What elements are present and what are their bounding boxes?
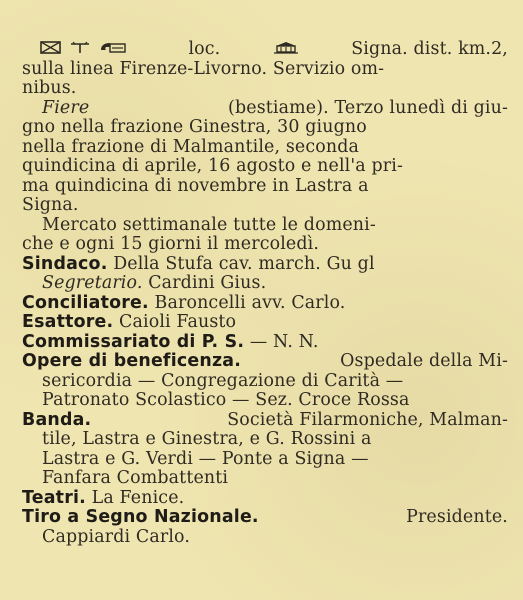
- banda-line-3: Lastra e G. Verdi — Ponte a Signa —: [42, 448, 369, 469]
- directory-entry: [22, 40, 508, 547]
- telegraph-icon: [70, 41, 90, 54]
- opere-label: Opere di beneficenza.: [22, 351, 242, 371]
- fiere-line-2: gno nella frazione Ginestra, 30 giugno: [22, 117, 367, 137]
- commissariato-label: Commissariato di P. S.: [22, 331, 245, 352]
- teatri-value: La Fenice.: [91, 487, 185, 508]
- banda-line-1: [22, 411, 508, 431]
- mercato-line-1: Mercato settimanale tutte le domeni-: [42, 214, 376, 235]
- commissariato-value: — N. N.: [249, 331, 319, 352]
- segretario-label: Segretario.: [42, 273, 143, 293]
- teatri-line: [22, 489, 508, 509]
- teatri-label: Teatri.: [22, 487, 86, 508]
- envelope-icon: [40, 41, 61, 54]
- commissariato-line: [22, 333, 508, 353]
- fiere-line-3: nella frazione di Malmantile, seconda: [22, 136, 359, 157]
- opere-line-1: [22, 352, 508, 372]
- mercato-line-2: che e ogni 15 giorni il mercoledì.: [22, 234, 320, 254]
- fiere-text: (bestiame). Terzo lunedì di giu-: [228, 97, 508, 118]
- banda-line-2: tile, Lastra e Ginestra, e G. Rossini a: [42, 429, 372, 449]
- intro-line-1: Signa. dist. km.2,: [351, 39, 508, 59]
- conciliatore-label: Conciliatore.: [22, 292, 149, 313]
- banda-text: Società Filarmoniche, Malman-: [227, 409, 508, 430]
- opere-line-2: sericordia — Congregazione di Carità —: [42, 370, 404, 391]
- conciliatore-value: Baroncelli avv. Carlo.: [154, 292, 346, 313]
- tiro-text: Presidente.: [406, 507, 508, 527]
- fiere-line-6: Signa.: [22, 195, 79, 215]
- segretario-line: [22, 274, 508, 294]
- fiere-line-4: quindicina di aprile, 16 agosto e nell'a pri-: [22, 156, 403, 176]
- esattore-line: [22, 313, 508, 333]
- banda-line-4: Fanfara Combattenti: [42, 468, 229, 488]
- fiere-label: Fiere: [42, 97, 90, 118]
- services-line: [22, 40, 508, 60]
- sindaco-line: [22, 255, 508, 275]
- segretario-value: Cardini Gius.: [148, 273, 267, 293]
- tiro-line-1: [22, 508, 508, 528]
- opere-text: Ospedale della Mi-: [340, 351, 508, 371]
- fiere-line-1: [22, 99, 508, 119]
- telephone-icon: [99, 41, 127, 54]
- intro-line-3: nibus.: [22, 78, 77, 98]
- service-icons: [40, 41, 127, 54]
- station-label: loc.: [188, 39, 221, 59]
- sindaco-label: Sindaco.: [22, 253, 108, 274]
- banda-label: Banda.: [22, 409, 92, 430]
- tiro-label: Tiro a Segno Nazionale.: [22, 507, 259, 527]
- esattore-value: Caioli Fausto: [119, 312, 237, 332]
- fiere-line-5: ma quindicina di novembre in Lastra a: [22, 175, 369, 196]
- opere-line-3: Patronato Scolastico — Sez. Croce Rossa: [42, 390, 410, 410]
- railway-station-icon: [274, 41, 298, 54]
- conciliatore-line: [22, 294, 508, 314]
- sindaco-value: Della Stufa cav. march. Gu gl: [113, 253, 375, 274]
- intro-line-2: sulla linea Firenze-Livorno. Servizio om-: [22, 58, 385, 79]
- esattore-label: Esattore.: [22, 312, 114, 332]
- tiro-line-2: Cappiardi Carlo.: [42, 526, 191, 547]
